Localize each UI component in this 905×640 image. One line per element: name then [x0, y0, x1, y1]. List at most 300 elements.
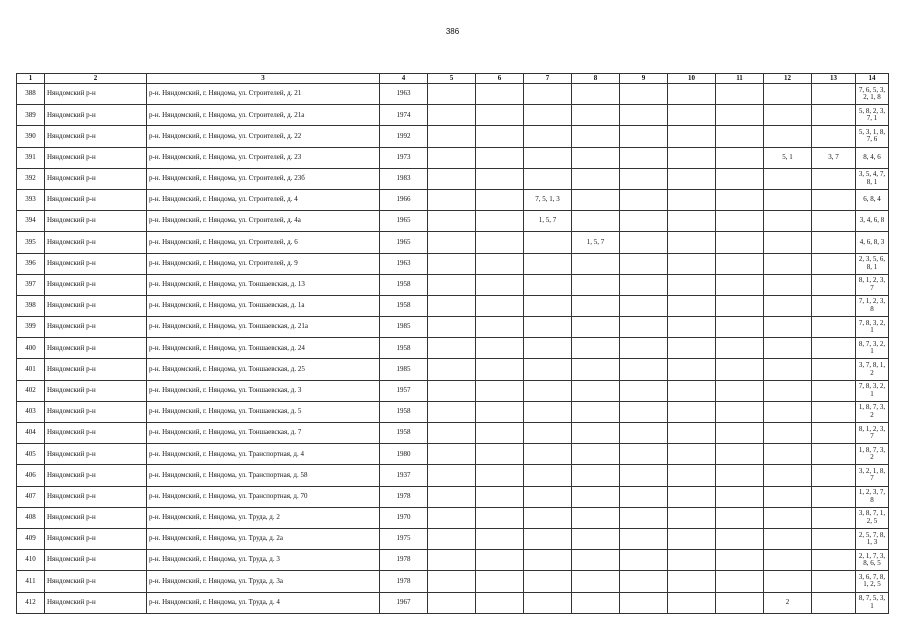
table-cell-col-12	[764, 423, 812, 444]
column-header-13: 13	[812, 74, 856, 84]
table-cell-col-2: Няндомский р-н	[45, 232, 147, 253]
table-cell-col-2: Няндомский р-н	[45, 338, 147, 359]
table-cell-col-3: р-н. Няндомский, г. Няндома, ул. Транспортная, д. 70	[147, 486, 380, 507]
table-cell-col-9	[620, 550, 668, 571]
table-cell-col-8	[572, 401, 620, 422]
table-cell-col-5	[428, 423, 476, 444]
table-cell-col-14: 8, 4, 6	[856, 147, 889, 168]
table-cell-col-13	[812, 253, 856, 274]
table-cell-col-1: 394	[17, 211, 45, 232]
table-cell-col-4: 1970	[380, 507, 428, 528]
table-cell-col-6	[476, 84, 524, 105]
table-cell-col-8	[572, 317, 620, 338]
table-cell-col-13: 3, 7	[812, 147, 856, 168]
table-cell-col-1: 396	[17, 253, 45, 274]
table-cell-col-7	[524, 338, 572, 359]
table-cell-col-11	[716, 295, 764, 316]
table-cell-col-6	[476, 126, 524, 147]
header-row	[17, 74, 889, 84]
table-row	[17, 550, 889, 571]
table-cell-col-2: Няндомский р-н	[45, 507, 147, 528]
table-cell-col-9	[620, 338, 668, 359]
table-cell-col-14: 3, 5, 4, 7, 8, 1	[856, 168, 889, 189]
table-cell-col-7	[524, 359, 572, 380]
table-cell-col-10	[668, 507, 716, 528]
table-cell-col-2: Няндомский р-н	[45, 571, 147, 592]
table-cell-col-11	[716, 571, 764, 592]
table-cell-col-9	[620, 105, 668, 126]
table-cell-col-12	[764, 84, 812, 105]
table-cell-col-9	[620, 528, 668, 549]
table-cell-col-1: 404	[17, 423, 45, 444]
table-cell-col-14: 7, 8, 3, 2, 1	[856, 317, 889, 338]
table-cell-col-6	[476, 507, 524, 528]
table-row	[17, 486, 889, 507]
table-cell-col-13	[812, 295, 856, 316]
table-row	[17, 168, 889, 189]
table-cell-col-3: р-н. Няндомский, г. Няндома, ул. Транспортная, д. 4	[147, 444, 380, 465]
table-cell-col-7	[524, 274, 572, 295]
table-cell-col-4: 1974	[380, 105, 428, 126]
table-cell-col-8	[572, 274, 620, 295]
table-cell-col-12	[764, 232, 812, 253]
table-cell-col-3: р-н. Няндомский, г. Няндома, ул. Строителей, д. 21	[147, 84, 380, 105]
table-cell-col-2: Няндомский р-н	[45, 528, 147, 549]
table-row	[17, 84, 889, 105]
table-cell-col-10	[668, 105, 716, 126]
table-cell-col-14: 5, 8, 2, 3, 7, 1	[856, 105, 889, 126]
table-cell-col-6	[476, 486, 524, 507]
column-header-2: 2	[45, 74, 147, 84]
table-cell-col-1: 409	[17, 528, 45, 549]
table-cell-col-9	[620, 444, 668, 465]
table-cell-col-7	[524, 317, 572, 338]
table-cell-col-3: р-н. Няндомский, г. Няндома, ул. Тоншаевская, д. 5	[147, 401, 380, 422]
table-cell-col-9	[620, 274, 668, 295]
table-cell-col-5	[428, 105, 476, 126]
table-cell-col-12	[764, 401, 812, 422]
table-cell-col-10	[668, 486, 716, 507]
table-cell-col-1: 406	[17, 465, 45, 486]
table-cell-col-10	[668, 528, 716, 549]
table-cell-col-4: 1967	[380, 592, 428, 613]
table-cell-col-11	[716, 592, 764, 613]
table-row	[17, 465, 889, 486]
table-cell-col-1: 389	[17, 105, 45, 126]
table-cell-col-1: 405	[17, 444, 45, 465]
table-cell-col-2: Няндомский р-н	[45, 84, 147, 105]
table-cell-col-8	[572, 189, 620, 210]
table-cell-col-5	[428, 84, 476, 105]
table-cell-col-6	[476, 147, 524, 168]
table-cell-col-1: 393	[17, 189, 45, 210]
table-cell-col-3: р-н. Няндомский, г. Няндома, ул. Тоншаевская, д. 13	[147, 274, 380, 295]
table-cell-col-2: Няндомский р-н	[45, 253, 147, 274]
table-cell-col-6	[476, 571, 524, 592]
table-cell-col-11	[716, 528, 764, 549]
table-cell-col-6	[476, 105, 524, 126]
table-cell-col-8	[572, 380, 620, 401]
table-cell-col-5	[428, 338, 476, 359]
table-cell-col-13	[812, 571, 856, 592]
table-row	[17, 507, 889, 528]
column-header-11: 11	[716, 74, 764, 84]
table-cell-col-11	[716, 211, 764, 232]
table-cell-col-6	[476, 168, 524, 189]
table-cell-col-3: р-н. Няндомский, г. Няндома, ул. Строителей, д. 22	[147, 126, 380, 147]
table-cell-col-5	[428, 380, 476, 401]
table-cell-col-11	[716, 189, 764, 210]
table-row	[17, 211, 889, 232]
table-cell-col-3: р-н. Няндомский, г. Няндома, ул. Труда, д. 3	[147, 550, 380, 571]
table-cell-col-3: р-н. Няндомский, г. Няндома, ул. Строителей, д. 21а	[147, 105, 380, 126]
table-cell-col-10	[668, 232, 716, 253]
column-header-14: 14	[856, 74, 889, 84]
table-cell-col-11	[716, 338, 764, 359]
table-cell-col-11	[716, 423, 764, 444]
table-cell-col-2: Няндомский р-н	[45, 168, 147, 189]
table-cell-col-8	[572, 359, 620, 380]
table-cell-col-7	[524, 444, 572, 465]
table-cell-col-7	[524, 168, 572, 189]
table-row	[17, 295, 889, 316]
table-row	[17, 147, 889, 168]
table-cell-col-12	[764, 507, 812, 528]
table-cell-col-3: р-н. Няндомский, г. Няндома, ул. Труда, д. 2	[147, 507, 380, 528]
table-cell-col-6	[476, 444, 524, 465]
table-cell-col-2: Няндомский р-н	[45, 189, 147, 210]
table-cell-col-5	[428, 295, 476, 316]
table-cell-col-13	[812, 444, 856, 465]
table-cell-col-12	[764, 189, 812, 210]
table-cell-col-10	[668, 592, 716, 613]
table-cell-col-4: 1975	[380, 528, 428, 549]
table-cell-col-9	[620, 126, 668, 147]
column-header-1: 1	[17, 74, 45, 84]
table-cell-col-3: р-н. Няндомский, г. Няндома, ул. Труда, д. 4	[147, 592, 380, 613]
table-cell-col-14: 2, 1, 7, 3, 8, 6, 5	[856, 550, 889, 571]
table-cell-col-1: 402	[17, 380, 45, 401]
table-cell-col-6	[476, 317, 524, 338]
table-cell-col-4: 1963	[380, 84, 428, 105]
table-cell-col-9	[620, 253, 668, 274]
table-cell-col-9	[620, 189, 668, 210]
table-cell-col-13	[812, 274, 856, 295]
table-cell-col-13	[812, 359, 856, 380]
table-cell-col-13	[812, 211, 856, 232]
table-cell-col-4: 1985	[380, 317, 428, 338]
table-cell-col-10	[668, 317, 716, 338]
column-header-5: 5	[428, 74, 476, 84]
table-cell-col-13	[812, 423, 856, 444]
table-cell-col-14: 1, 8, 7, 3, 2	[856, 401, 889, 422]
table-cell-col-9	[620, 507, 668, 528]
table-cell-col-12	[764, 550, 812, 571]
table-cell-col-7	[524, 147, 572, 168]
table-cell-col-11	[716, 380, 764, 401]
column-header-8: 8	[572, 74, 620, 84]
table-cell-col-8	[572, 444, 620, 465]
table-cell-col-2: Няндомский р-н	[45, 105, 147, 126]
column-header-10: 10	[668, 74, 716, 84]
table-cell-col-7	[524, 486, 572, 507]
table-cell-col-9	[620, 168, 668, 189]
table-cell-col-4: 1980	[380, 444, 428, 465]
table-cell-col-8	[572, 147, 620, 168]
table-cell-col-7	[524, 84, 572, 105]
table-cell-col-9	[620, 592, 668, 613]
table-cell-col-2: Няндомский р-н	[45, 147, 147, 168]
table-cell-col-12	[764, 465, 812, 486]
table-cell-col-12	[764, 105, 812, 126]
table-cell-col-2: Няндомский р-н	[45, 486, 147, 507]
table-cell-col-14: 5, 3, 1, 8, 7, 6	[856, 126, 889, 147]
table-cell-col-1: 410	[17, 550, 45, 571]
table-cell-col-7	[524, 401, 572, 422]
table-cell-col-12	[764, 486, 812, 507]
table-cell-col-9	[620, 380, 668, 401]
table-cell-col-14: 8, 1, 2, 3, 7	[856, 423, 889, 444]
table-cell-col-4: 1966	[380, 189, 428, 210]
table-cell-col-10	[668, 401, 716, 422]
table-cell-col-6	[476, 380, 524, 401]
table-cell-col-1: 401	[17, 359, 45, 380]
table-cell-col-11	[716, 274, 764, 295]
table-cell-col-5	[428, 571, 476, 592]
table-cell-col-5	[428, 444, 476, 465]
table-cell-col-5	[428, 274, 476, 295]
table-cell-col-12: 2	[764, 592, 812, 613]
table-cell-col-14: 3, 4, 6, 8	[856, 211, 889, 232]
table-cell-col-1: 412	[17, 592, 45, 613]
table-cell-col-13	[812, 338, 856, 359]
table-cell-col-14: 2, 3, 5, 6, 8, 1	[856, 253, 889, 274]
table-cell-col-3: р-н. Няндомский, г. Няндома, ул. Труда, д. 2а	[147, 528, 380, 549]
table-row	[17, 274, 889, 295]
table-cell-col-5	[428, 232, 476, 253]
table-cell-col-8	[572, 338, 620, 359]
table-cell-col-8: 1, 5, 7	[572, 232, 620, 253]
table-cell-col-3: р-н. Няндомский, г. Няндома, ул. Строителей, д. 4а	[147, 211, 380, 232]
table-cell-col-14: 7, 1, 2, 3, 8	[856, 295, 889, 316]
table-cell-col-5	[428, 359, 476, 380]
table-cell-col-2: Няндомский р-н	[45, 295, 147, 316]
table-cell-col-3: р-н. Няндомский, г. Няндома, ул. Транспортная, д. 58	[147, 465, 380, 486]
table-cell-col-9	[620, 232, 668, 253]
table-cell-col-8	[572, 528, 620, 549]
table-cell-col-10	[668, 84, 716, 105]
table-cell-col-14: 4, 6, 8, 3	[856, 232, 889, 253]
table-cell-col-7	[524, 571, 572, 592]
table-cell-col-2: Няндомский р-н	[45, 126, 147, 147]
table-cell-col-6	[476, 359, 524, 380]
table-cell-col-10	[668, 338, 716, 359]
table-cell-col-11	[716, 147, 764, 168]
table-cell-col-2: Няндомский р-н	[45, 211, 147, 232]
table-cell-col-10	[668, 380, 716, 401]
table-row	[17, 232, 889, 253]
table-cell-col-4: 1937	[380, 465, 428, 486]
table-cell-col-13	[812, 84, 856, 105]
table-cell-col-7: 1, 5, 7	[524, 211, 572, 232]
table-cell-col-10	[668, 274, 716, 295]
table-cell-col-10	[668, 465, 716, 486]
table-cell-col-3: р-н. Няндомский, г. Няндома, ул. Труда, д. 3а	[147, 571, 380, 592]
table-cell-col-14: 8, 1, 2, 3, 7	[856, 274, 889, 295]
table-cell-col-11	[716, 232, 764, 253]
table-cell-col-4: 1958	[380, 401, 428, 422]
table-row	[17, 528, 889, 549]
table-cell-col-12	[764, 359, 812, 380]
table-cell-col-6	[476, 528, 524, 549]
table-cell-col-10	[668, 147, 716, 168]
table-cell-col-11	[716, 84, 764, 105]
table-cell-col-5	[428, 168, 476, 189]
table-cell-col-4: 1978	[380, 486, 428, 507]
table-cell-col-6	[476, 423, 524, 444]
table-cell-col-4: 1958	[380, 274, 428, 295]
table-cell-col-2: Няндомский р-н	[45, 274, 147, 295]
table-row	[17, 423, 889, 444]
table-cell-col-9	[620, 295, 668, 316]
table-cell-col-4: 1973	[380, 147, 428, 168]
table-row	[17, 571, 889, 592]
table-cell-col-4: 1978	[380, 571, 428, 592]
table-cell-col-7	[524, 423, 572, 444]
table-row	[17, 338, 889, 359]
table-cell-col-12	[764, 168, 812, 189]
table-cell-col-11	[716, 168, 764, 189]
column-header-3: 3	[147, 74, 380, 84]
table-cell-col-2: Няндомский р-н	[45, 401, 147, 422]
table-cell-col-8	[572, 550, 620, 571]
table-cell-col-13	[812, 189, 856, 210]
table-row	[17, 592, 889, 613]
table-cell-col-14: 3, 6, 7, 8, 1, 2, 5	[856, 571, 889, 592]
table-cell-col-10	[668, 550, 716, 571]
table-cell-col-2: Няндомский р-н	[45, 423, 147, 444]
table-cell-col-6	[476, 550, 524, 571]
table-cell-col-3: р-н. Няндомский, г. Няндома, ул. Тоншаевская, д. 7	[147, 423, 380, 444]
table-cell-col-8	[572, 507, 620, 528]
table-cell-col-6	[476, 253, 524, 274]
table-cell-col-5	[428, 592, 476, 613]
table-cell-col-9	[620, 317, 668, 338]
table-cell-col-2: Няндомский р-н	[45, 550, 147, 571]
table-cell-col-14: 3, 2, 1, 8, 7	[856, 465, 889, 486]
table-cell-col-12	[764, 274, 812, 295]
table-cell-col-1: 411	[17, 571, 45, 592]
table-cell-col-8	[572, 126, 620, 147]
table-cell-col-8	[572, 295, 620, 316]
table-cell-col-7	[524, 253, 572, 274]
table-cell-col-7	[524, 380, 572, 401]
table-cell-col-1: 392	[17, 168, 45, 189]
table-row	[17, 380, 889, 401]
table-cell-col-11	[716, 507, 764, 528]
table-cell-col-5	[428, 147, 476, 168]
table-cell-col-7: 7, 5, 1, 3	[524, 189, 572, 210]
table-cell-col-6	[476, 338, 524, 359]
table-cell-col-1: 400	[17, 338, 45, 359]
table-cell-col-1: 408	[17, 507, 45, 528]
table-cell-col-8	[572, 211, 620, 232]
table-cell-col-7	[524, 126, 572, 147]
table-cell-col-14: 2, 5, 7, 8, 1, 3	[856, 528, 889, 549]
table-cell-col-1: 397	[17, 274, 45, 295]
table-cell-col-12	[764, 295, 812, 316]
table-cell-col-4: 1985	[380, 359, 428, 380]
table-cell-col-8	[572, 465, 620, 486]
table-cell-col-7	[524, 232, 572, 253]
table-cell-col-12	[764, 211, 812, 232]
table-cell-col-9	[620, 147, 668, 168]
column-header-12: 12	[764, 74, 812, 84]
table-cell-col-13	[812, 317, 856, 338]
table-cell-col-9	[620, 84, 668, 105]
table-cell-col-4: 1958	[380, 423, 428, 444]
table-cell-col-6	[476, 189, 524, 210]
table-cell-col-3: р-н. Няндомский, г. Няндома, ул. Строителей, д. 23б	[147, 168, 380, 189]
table-cell-col-1: 403	[17, 401, 45, 422]
table-cell-col-6	[476, 465, 524, 486]
table-cell-col-5	[428, 507, 476, 528]
table-cell-col-10	[668, 359, 716, 380]
table-cell-col-12	[764, 528, 812, 549]
table-cell-col-3: р-н. Няндомский, г. Няндома, ул. Строителей, д. 6	[147, 232, 380, 253]
table-cell-col-14: 3, 7, 8, 1, 2	[856, 359, 889, 380]
table-body	[17, 84, 889, 614]
table-cell-col-12	[764, 317, 812, 338]
table-cell-col-3: р-н. Няндомский, г. Няндома, ул. Тоншаевская, д. 1а	[147, 295, 380, 316]
table-cell-col-11	[716, 317, 764, 338]
table-cell-col-4: 1963	[380, 253, 428, 274]
table-cell-col-5	[428, 528, 476, 549]
table-cell-col-11	[716, 126, 764, 147]
table-cell-col-13	[812, 232, 856, 253]
table-cell-col-2: Няндомский р-н	[45, 359, 147, 380]
table-cell-col-7	[524, 528, 572, 549]
table-cell-col-5	[428, 465, 476, 486]
table-cell-col-7	[524, 465, 572, 486]
table-header	[17, 74, 889, 84]
table-cell-col-5	[428, 126, 476, 147]
table-row	[17, 401, 889, 422]
table-cell-col-9	[620, 571, 668, 592]
table-cell-col-13	[812, 465, 856, 486]
table-row	[17, 444, 889, 465]
table-cell-col-12	[764, 444, 812, 465]
table-cell-col-8	[572, 253, 620, 274]
table-row	[17, 317, 889, 338]
table-cell-col-7	[524, 592, 572, 613]
table-cell-col-2: Няндомский р-н	[45, 380, 147, 401]
table-cell-col-2: Няндомский р-н	[45, 465, 147, 486]
table-cell-col-3: р-н. Няндомский, г. Няндома, ул. Тоншаевская, д. 24	[147, 338, 380, 359]
table-cell-col-9	[620, 465, 668, 486]
table-cell-col-10	[668, 444, 716, 465]
table-row	[17, 253, 889, 274]
table-row	[17, 105, 889, 126]
page-number: 386	[445, 27, 460, 36]
table-cell-col-8	[572, 423, 620, 444]
table-cell-col-12: 5, 1	[764, 147, 812, 168]
column-header-4: 4	[380, 74, 428, 84]
table-cell-col-3: р-н. Няндомский, г. Няндома, ул. Строителей, д. 4	[147, 189, 380, 210]
table-cell-col-7	[524, 507, 572, 528]
table-cell-col-1: 391	[17, 147, 45, 168]
table-cell-col-8	[572, 105, 620, 126]
